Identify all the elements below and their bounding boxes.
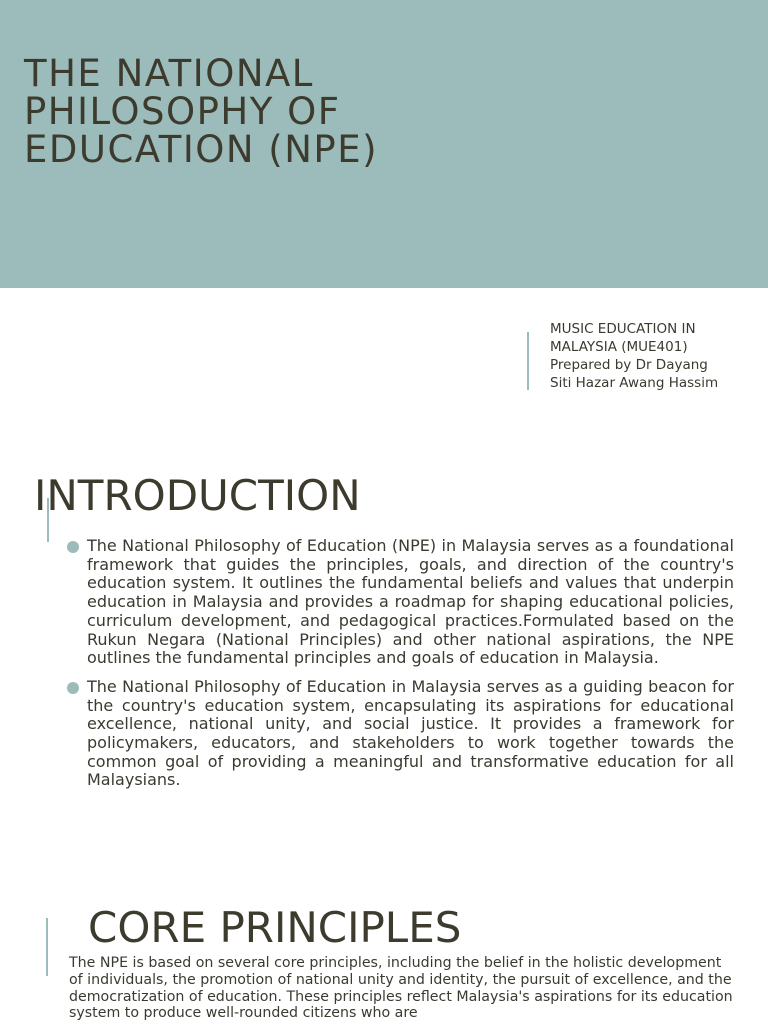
bullet-text: The National Philosophy of Education in Malaysia serves as a guiding beacon for the country's education system, encapsulating its aspirations for educational excellence, national unity, and social justice. It provides a framework for policymakers, educators, and stakeholders to work together towards the common goal of providing a meaningful and transformative education for all Malaysians. bbox=[87, 676, 734, 790]
introduction-bullet-list bbox=[66, 537, 734, 800]
core-principles-text: The NPE is based on several core principles, including the belief in the holistic development of individuals, the promotion of national unity and identity, the pursuit of excellence, and the democratization of education. These principles reflect Malaysia's aspirations for its education system to produce well-rounded citizens who are bbox=[69, 955, 733, 1022]
page-title bbox=[24, 52, 379, 171]
list-item bbox=[66, 537, 734, 668]
subtitle-line: Siti Hazar Awang Hassim bbox=[550, 375, 719, 391]
subtitle-block bbox=[550, 320, 760, 392]
list-item bbox=[66, 678, 734, 790]
core-accent-rule bbox=[46, 918, 48, 976]
core-principles-heading: CORE PRINCIPLES bbox=[88, 903, 462, 952]
subtitle-line: MALAYSIA (MUE401) bbox=[550, 339, 688, 355]
introduction-heading: INTRODUCTION bbox=[34, 471, 361, 520]
subtitle-accent-rule bbox=[527, 332, 529, 390]
subtitle-line: Prepared by Dr Dayang bbox=[550, 357, 708, 373]
subtitle-line: MUSIC EDUCATION IN bbox=[550, 321, 696, 337]
bullet-text: The National Philosophy of Education (NPE) in Malaysia serves as a foundational framework that guides the principles, goals, and direction of the country's education system. It outlines the fundamental beliefs and values that underpin education in Malaysia and provides a roadmap for shaping educational policies, curriculum development, and pedagogical practices.Formulated based on the Rukun Negara (National Principles) and other national aspirations, the NPE outlines the fundamental principles and goals of education in Malaysia. bbox=[87, 536, 734, 668]
page-title-line-3: EDUCATION (NPE) bbox=[24, 128, 379, 171]
page-title-line-2: PHILOSOPHY OF bbox=[24, 90, 341, 133]
bullet-dot-icon bbox=[67, 541, 79, 553]
title-banner bbox=[0, 0, 768, 288]
page-title-line-1: THE NATIONAL bbox=[24, 52, 314, 95]
bullet-dot-icon bbox=[67, 682, 79, 694]
